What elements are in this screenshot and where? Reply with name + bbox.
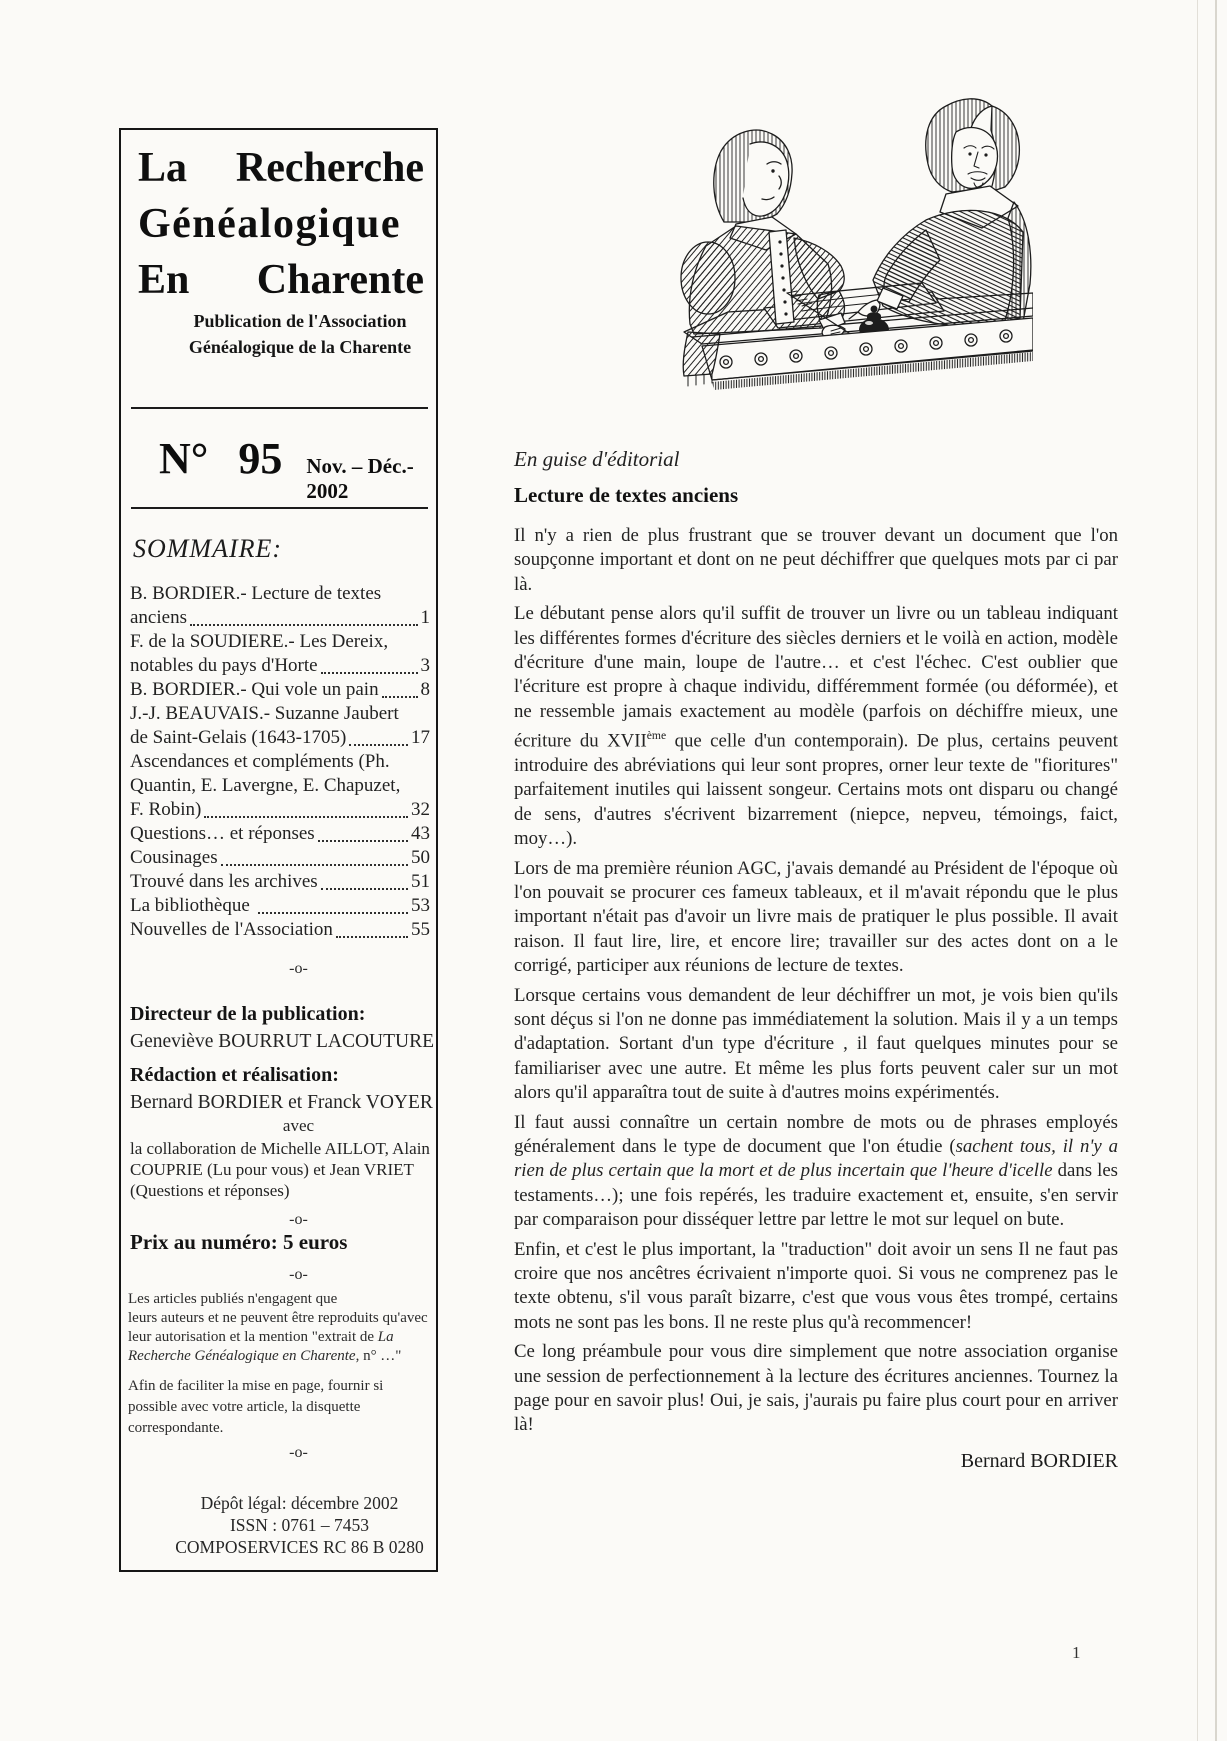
diskette-notice-line: possible avec votre article, la disquette bbox=[128, 1399, 361, 1415]
toc-entry bbox=[130, 918, 430, 942]
text-run: , n° …" bbox=[355, 1348, 402, 1364]
issue-row bbox=[159, 433, 436, 504]
toc-page-number: 55 bbox=[411, 919, 430, 940]
text-run: Enfin, et c'est le plus important, la "traduction" doit avoir un sens Il ne faut pas croire que nos ancêtres écrivaient n'importe quoi. Si vous ne comprenez pas le texte obtenu, s'il vous paraît bizarre, c'est que vous vous êtes trompé, certains mots ne sont pas les bons. Il ne reste plus qu'à recommencer! bbox=[514, 1238, 1118, 1333]
editorial-paragraph bbox=[514, 602, 1118, 851]
toc-page-number: 8 bbox=[420, 679, 430, 700]
avec-word: avec bbox=[282, 1116, 315, 1135]
toc-page-number: 53 bbox=[411, 895, 430, 916]
toc-entry bbox=[130, 894, 430, 918]
dot-leader bbox=[349, 744, 408, 746]
price-label: Prix au numéro: 5 euros bbox=[130, 1230, 348, 1254]
toc-entry-label: notables du pays d'Horte bbox=[130, 655, 318, 676]
separator: -o- bbox=[289, 1444, 308, 1461]
horizontal-rule bbox=[131, 507, 428, 509]
collaboration-line: (Questions et réponses) bbox=[130, 1181, 290, 1200]
journal-subtitle-line: Publication de l'Association bbox=[193, 311, 407, 331]
text-run: Ce long préambule pour vous dire simplement que notre association organise une session de perfectionnement à la lecture des écritures anciennes. Tournez la page pour en savoir plus! Oui, je sais, j'aurais pu faire plus court pour en arriver là! bbox=[514, 1341, 1118, 1436]
toc-entry-label: de Saint-Gelais (1643-1705) bbox=[130, 727, 347, 748]
horizontal-rule bbox=[131, 407, 428, 409]
toc-entry bbox=[130, 582, 430, 630]
toc-entry-last-line bbox=[130, 654, 430, 678]
toc-entry-last-line bbox=[130, 846, 430, 870]
editorial-body bbox=[514, 524, 1118, 1438]
toc-entry-label: La bibliothèque bbox=[130, 895, 255, 916]
redaction-names: Bernard BORDIER et Franck VOYER bbox=[130, 1092, 433, 1113]
dot-leader bbox=[318, 840, 408, 842]
dot-leader bbox=[321, 888, 408, 890]
text-run: sachent tous, il n'y a rien de plus certain que la mort et de plus incertain que l'heure d'icelle bbox=[514, 1136, 1118, 1182]
copyright-notice-line bbox=[128, 1347, 443, 1366]
toc-page-number: 3 bbox=[420, 655, 430, 676]
separator: -o- bbox=[289, 960, 308, 977]
toc-entry-last-line bbox=[130, 726, 430, 750]
dot-leader bbox=[382, 696, 418, 698]
scribes-illustration bbox=[626, 80, 1033, 392]
copyright-notice-line bbox=[128, 1309, 443, 1328]
collaboration-note bbox=[130, 1138, 440, 1201]
toc-page-number: 17 bbox=[411, 727, 430, 748]
toc-entry-label: Cousinages bbox=[130, 847, 218, 868]
toc-entry bbox=[130, 630, 430, 678]
toc-entry-label: F. Robin) bbox=[130, 799, 202, 820]
copyright-notice bbox=[128, 1290, 443, 1366]
text-run: ème bbox=[646, 729, 667, 743]
legal-line: COMPOSERVICES RC 86 B 0280 bbox=[175, 1537, 424, 1557]
journal-subtitle-line: Généalogique de la Charente bbox=[188, 337, 412, 357]
issue-number-label: N° bbox=[159, 434, 209, 483]
director-label: Directeur de la publication: bbox=[130, 1003, 366, 1025]
toc-entry-last-line bbox=[130, 894, 430, 918]
toc-entry-last-line bbox=[130, 918, 430, 942]
toc-entry-last-line bbox=[130, 822, 430, 846]
toc-entry bbox=[130, 702, 430, 750]
toc-entry-last-line bbox=[130, 678, 430, 702]
toc-entry-line: J.-J. BEAUVAIS.- Suzanne Jaubert bbox=[130, 703, 399, 724]
toc-entry-line: B. BORDIER.- Lecture de textes bbox=[130, 583, 382, 604]
toc-page-number: 43 bbox=[411, 823, 430, 844]
journal-title bbox=[138, 140, 424, 308]
text-run: Il faut aussi connaître un certain nombre de mots ou de phrases employés généralement dans le type de document que l'on étudie ( bbox=[514, 1111, 1118, 1158]
dot-leader bbox=[258, 912, 408, 914]
collaboration-line: la collaboration de Michelle AILLOT, Alain bbox=[130, 1139, 430, 1158]
dot-leader bbox=[221, 864, 408, 866]
collaboration-line: COUPRIE (Lu pour vous) et Jean VRIET bbox=[130, 1160, 414, 1179]
dot-leader bbox=[336, 936, 408, 938]
toc-entry-last-line bbox=[130, 606, 430, 630]
toc-page-number: 32 bbox=[411, 799, 430, 820]
separator: -o- bbox=[289, 1211, 308, 1228]
issue-number-value: 95 bbox=[238, 434, 283, 483]
editorial-signature: Bernard BORDIER bbox=[960, 1449, 1118, 1472]
toc-page-number: 51 bbox=[411, 871, 430, 892]
dot-leader bbox=[321, 672, 418, 674]
legal-block bbox=[121, 1492, 436, 1558]
toc-entry bbox=[130, 678, 430, 702]
copyright-notice-line bbox=[128, 1328, 443, 1347]
text-run: Le débutant pense alors qu'il suffit de trouver un livre ou un tableau indiquant les différentes formes d'écriture des siècles derniers et le voilà en action, modèle d'écriture d'une main, loupe de l'autre… et c'est l'échec. C'est oublier que l'écriture est propre à chaque individu, différemment formée (ou déformée), et ne ressemble jamais exactement au modèle (parfois on déchiffre mieux, une écriture du XVII bbox=[514, 603, 1118, 752]
toc-entry bbox=[130, 750, 430, 822]
editorial-paragraph bbox=[514, 1111, 1118, 1233]
toc-entry bbox=[130, 870, 430, 894]
title-word: La bbox=[138, 145, 188, 191]
sommaire-list bbox=[130, 582, 430, 942]
dot-leader bbox=[204, 816, 408, 818]
journal-title-line bbox=[138, 140, 424, 196]
scan-edge-line bbox=[1215, 0, 1217, 1741]
text-run: dans les testaments…); une fois repérés, les traduire exactement et, ensuite, s'en servir par comparaison pour disséquer lettre par lettre le mot sur lequel on bute. bbox=[514, 1160, 1118, 1231]
scan-edge-line bbox=[1197, 0, 1198, 1741]
toc-entry-last-line bbox=[130, 870, 430, 894]
diskette-notice-line: correspondante. bbox=[128, 1420, 224, 1436]
redaction-label: Rédaction et réalisation: bbox=[130, 1064, 339, 1086]
editorial-paragraph bbox=[514, 1340, 1118, 1438]
title-word: En bbox=[138, 257, 190, 303]
editorial-heading: Lecture de textes anciens bbox=[514, 483, 739, 507]
text-run: Il n'y a rien de plus frustrant que se trouver devant un document que l'on soupçonne important et dont on ne peut déchiffrer que quelques mots par ci par là. bbox=[514, 525, 1118, 595]
toc-entry-label: Trouvé dans les archives bbox=[130, 871, 318, 892]
text-run: Les articles publiés n'engagent que bbox=[128, 1291, 338, 1307]
editorial-paragraph bbox=[514, 524, 1118, 597]
title-word: Charente bbox=[256, 257, 424, 303]
toc-entry bbox=[130, 846, 430, 870]
text-run: Recherche Généalogique en Charente bbox=[128, 1348, 356, 1364]
separator: -o- bbox=[289, 1266, 308, 1283]
diskette-notice bbox=[128, 1376, 443, 1439]
editorial-column bbox=[514, 447, 1118, 1473]
copyright-notice-line bbox=[128, 1290, 443, 1309]
editorial-paragraph bbox=[514, 1238, 1118, 1336]
text-run: que celle d'un contemporain). De plus, certains peuvent introduire des abréviations qui leur sont propres, orner leur texte de "fioritures" parfaitement inutiles qui laissent songeur. Certains mots ont disparu ou changé de sens, d'autres s'écrivent bizarrement (niepce, nepveu, témoings, faict, moy…). bbox=[514, 730, 1118, 850]
text-run: leur autorisation et la mention "extrait de bbox=[128, 1329, 378, 1345]
toc-entry-label: B. BORDIER.- Qui vole un pain bbox=[130, 679, 379, 700]
toc-entry-label: Questions… et réponses bbox=[130, 823, 315, 844]
director-name: Geneviève BOURRUT LACOUTURE bbox=[130, 1031, 435, 1052]
toc-entry-last-line bbox=[130, 798, 430, 822]
diskette-notice-line: Afin de faciliter la mise en page, fournir si bbox=[128, 1378, 384, 1394]
text-run: leurs auteurs et ne peuvent être reproduits qu'avec bbox=[128, 1310, 428, 1326]
text-run: Lors de ma première réunion AGC, j'avais demandé au Président de l'époque où l'on pouvait se procurer ces fameux tableaux, et il m'avait répondu que le plus important n'était pas d'avoir un livre mais de pratiquer le plus possible. Il avait raison. Il faut lire, lire, et encore lire; travailler sur des actes dont on a le corrigé, participer aux réunions de lecture de textes. bbox=[514, 857, 1118, 977]
journal-title-line: Généalogique bbox=[138, 201, 402, 247]
toc-page-number: 1 bbox=[420, 607, 430, 628]
toc-entry-line: Quantin, E. Lavergne, E. Chapuzet, bbox=[130, 775, 401, 796]
editorial-paragraph bbox=[514, 984, 1118, 1106]
text-run: La bbox=[377, 1329, 394, 1345]
toc-entry-line: F. de la SOUDIERE.- Les Dereix, bbox=[130, 631, 389, 652]
toc-entry-line: Ascendances et compléments (Ph. bbox=[130, 751, 390, 772]
title-word: Recherche bbox=[235, 145, 424, 191]
toc-page-number: 50 bbox=[411, 847, 430, 868]
toc-entry-label: anciens bbox=[130, 607, 187, 628]
editorial-kicker: En guise d'éditorial bbox=[514, 447, 680, 471]
legal-line: Dépôt légal: décembre 2002 bbox=[200, 1493, 399, 1513]
journal-title-line bbox=[138, 252, 424, 308]
toc-entry bbox=[130, 822, 430, 846]
text-run: Lorsque certains vous demandent de leur déchiffrer un mot, je vois bien qu'ils sont déçus si l'on ne donne pas immédiatement la solution. Mais il y a un temps d'adaptation. Sortant d'un type d'écriture , il faut quelques minutes pour se familiariser avec une autre. Et même les plus forts peuvent caler sur un mot alors qu'il apparaîtra tout de suite à d'autres moins expérimentés. bbox=[514, 984, 1118, 1104]
masthead-box bbox=[119, 128, 438, 1572]
dot-leader bbox=[190, 624, 418, 626]
editorial-paragraph bbox=[514, 857, 1118, 979]
issue-date: Nov. – Déc.- 2002 bbox=[306, 454, 414, 503]
journal-subtitle bbox=[121, 308, 436, 360]
page-number: 1 bbox=[1072, 1643, 1081, 1662]
sommaire-heading: SOMMAIRE: bbox=[133, 534, 283, 563]
legal-line: ISSN : 0761 – 7453 bbox=[229, 1515, 370, 1535]
toc-entry-label: Nouvelles de l'Association bbox=[130, 919, 333, 940]
